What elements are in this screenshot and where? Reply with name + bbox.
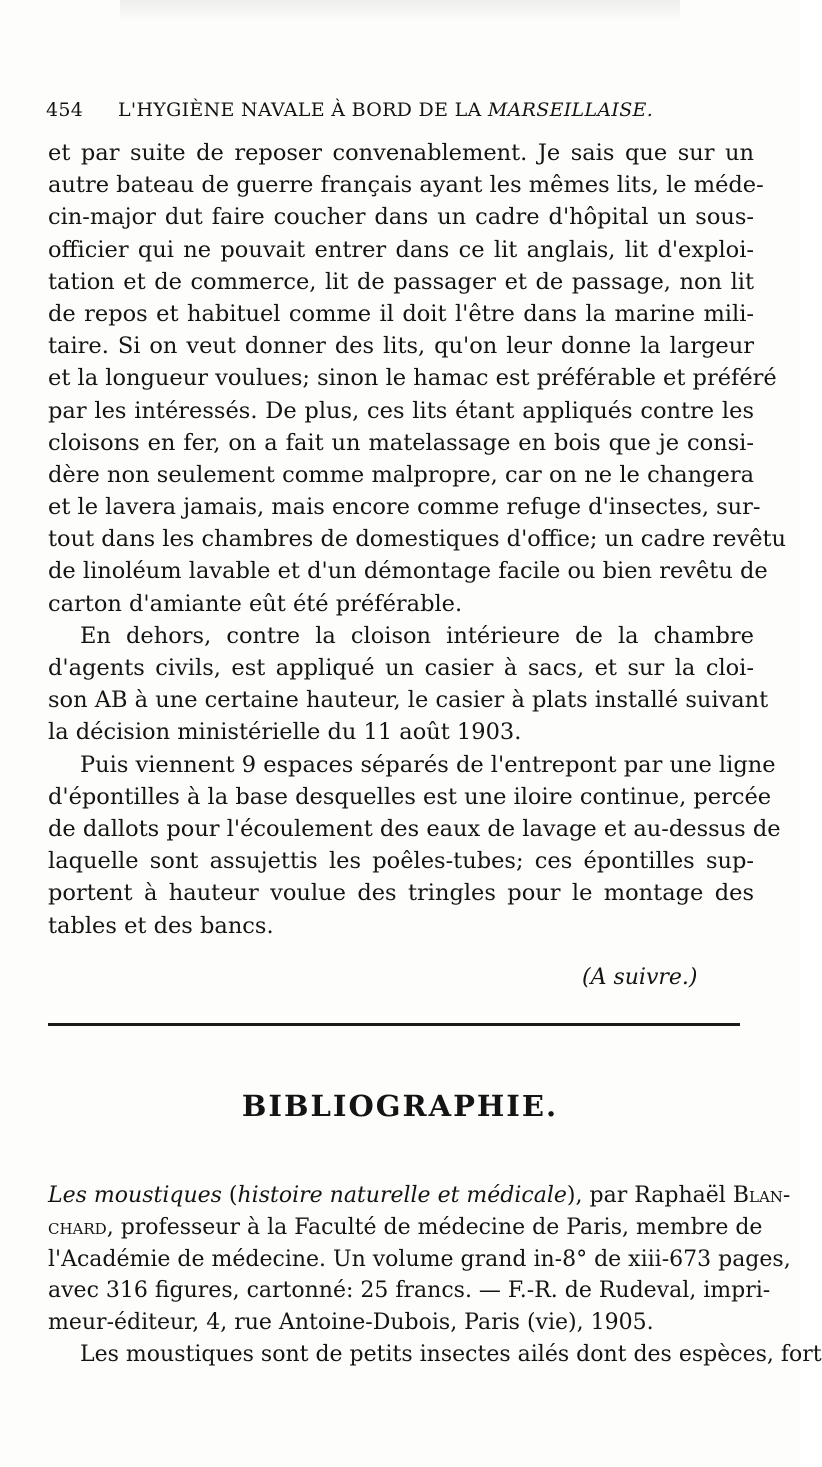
biblio-line-text: , professeur à la Faculté de médecine de Paris, membre de [106,1214,763,1240]
body-line: cin-major dut faire coucher dans un cadre d'hôpital un sous- [48,204,754,231]
biblio-line: Les moustiques (histoire naturelle et médicale), par Raphaël Blan- [48,1183,791,1208]
biblio-line [48,1212,763,1244]
body-line: dère non seulement comme malpropre, car on ne le changera [48,461,754,488]
scan-shadow [120,0,680,22]
body-line: de repos et habituel comme il doit l'être dans la marine mili- [48,300,754,327]
article-body [48,137,787,942]
body-line: portent à hauteur voulue des tringles pour le montage des [48,880,754,907]
body-line: Les moustiques sont de petits insectes ailés dont des espèces, fort [80,1341,822,1367]
running-title [118,95,653,125]
body-line: laquelle sont assujettis les poêles-tubes; ces épontilles sup- [48,848,754,875]
body-line: d'épontilles à la base desquelles est une iloire continue, percée [48,783,772,810]
body-line: autre bateau de guerre français ayant les mêmes lits, le méde- [48,172,764,199]
biblio-line: avec 316 figures, cartonné: 25 francs. — F.-R. de Rudeval, impri- [48,1278,771,1304]
author-surname: Blan- [732,1183,791,1208]
author-surname-cont: chard [48,1214,107,1240]
running-title-prefix: L'HYGIÈNE NAVALE À BORD DE LA [118,99,488,121]
author-intro: , par Raphaël [575,1183,733,1208]
body-line: son AB à une certaine hauteur, le casier à plats installé suivant [48,687,769,714]
to-be-continued: (A suivre.) [582,965,698,990]
running-title-ship: MARSEILLAISE. [487,99,654,121]
body-line: la décision ministérielle du 11 août 1903. [48,719,522,746]
body-line: et par suite de reposer convenablement. Je sais que sur un [48,140,754,166]
body-line: cloisons en fer, on a fait un matelassage en bois que je consi- [48,429,754,456]
biblio-line: l'Académie de médecine. Un volume grand in-8° de xiii-673 pages, [48,1246,791,1272]
biblio-line: meur-éditeur, 4, rue Antoine-Dubois, Paris (vie), 1905. [48,1310,654,1336]
running-header [46,95,756,125]
book-title: Les moustiques [48,1183,222,1208]
body-line: de linoléum lavable et d'un démontage facile ou bien revêtu de [48,558,768,585]
body-line: d'agents civils, est appliqué un casier à sacs, et sur la cloi- [48,655,754,681]
body-line: En dehors, contre la cloison intérieure de la chambre [80,622,754,649]
body-line: taire. Si on veut donner des lits, qu'on leur donne la largeur [48,333,754,360]
body-line: carton d'amiante eût été préférable. [48,590,463,617]
body-line: tout dans les chambres de domestiques d'office; un cadre revêtu [48,526,787,553]
section-divider [48,1023,740,1026]
body-line: tation et de commerce, lit de passager et de passage, non lit [48,268,754,295]
body-line: Puis viennent 9 espaces séparés de l'entrepont par une ligne [80,751,776,778]
body-line: de dallots pour l'écoulement des eaux de lavage et au-dessus de [48,815,781,842]
body-line: et la longueur voulues; sinon le hamac est préférable et préféré [48,365,777,392]
body-line: officier qui ne pouvait entrer dans ce lit anglais, lit d'exploi- [48,236,754,263]
bibliography-entry [48,1180,822,1371]
book-subtitle: histoire naturelle et médicale [237,1183,567,1208]
section-heading: BIBLIOGRAPHIE. [241,1089,559,1123]
body-line: et le lavera jamais, mais encore comme refuge d'insectes, sur- [48,494,761,521]
body-line: tables et des bancs. [48,912,274,939]
body-line: par les intéressés. De plus, ces lits étant appliqués contre les [48,397,754,424]
page-number: 454 [46,99,84,121]
